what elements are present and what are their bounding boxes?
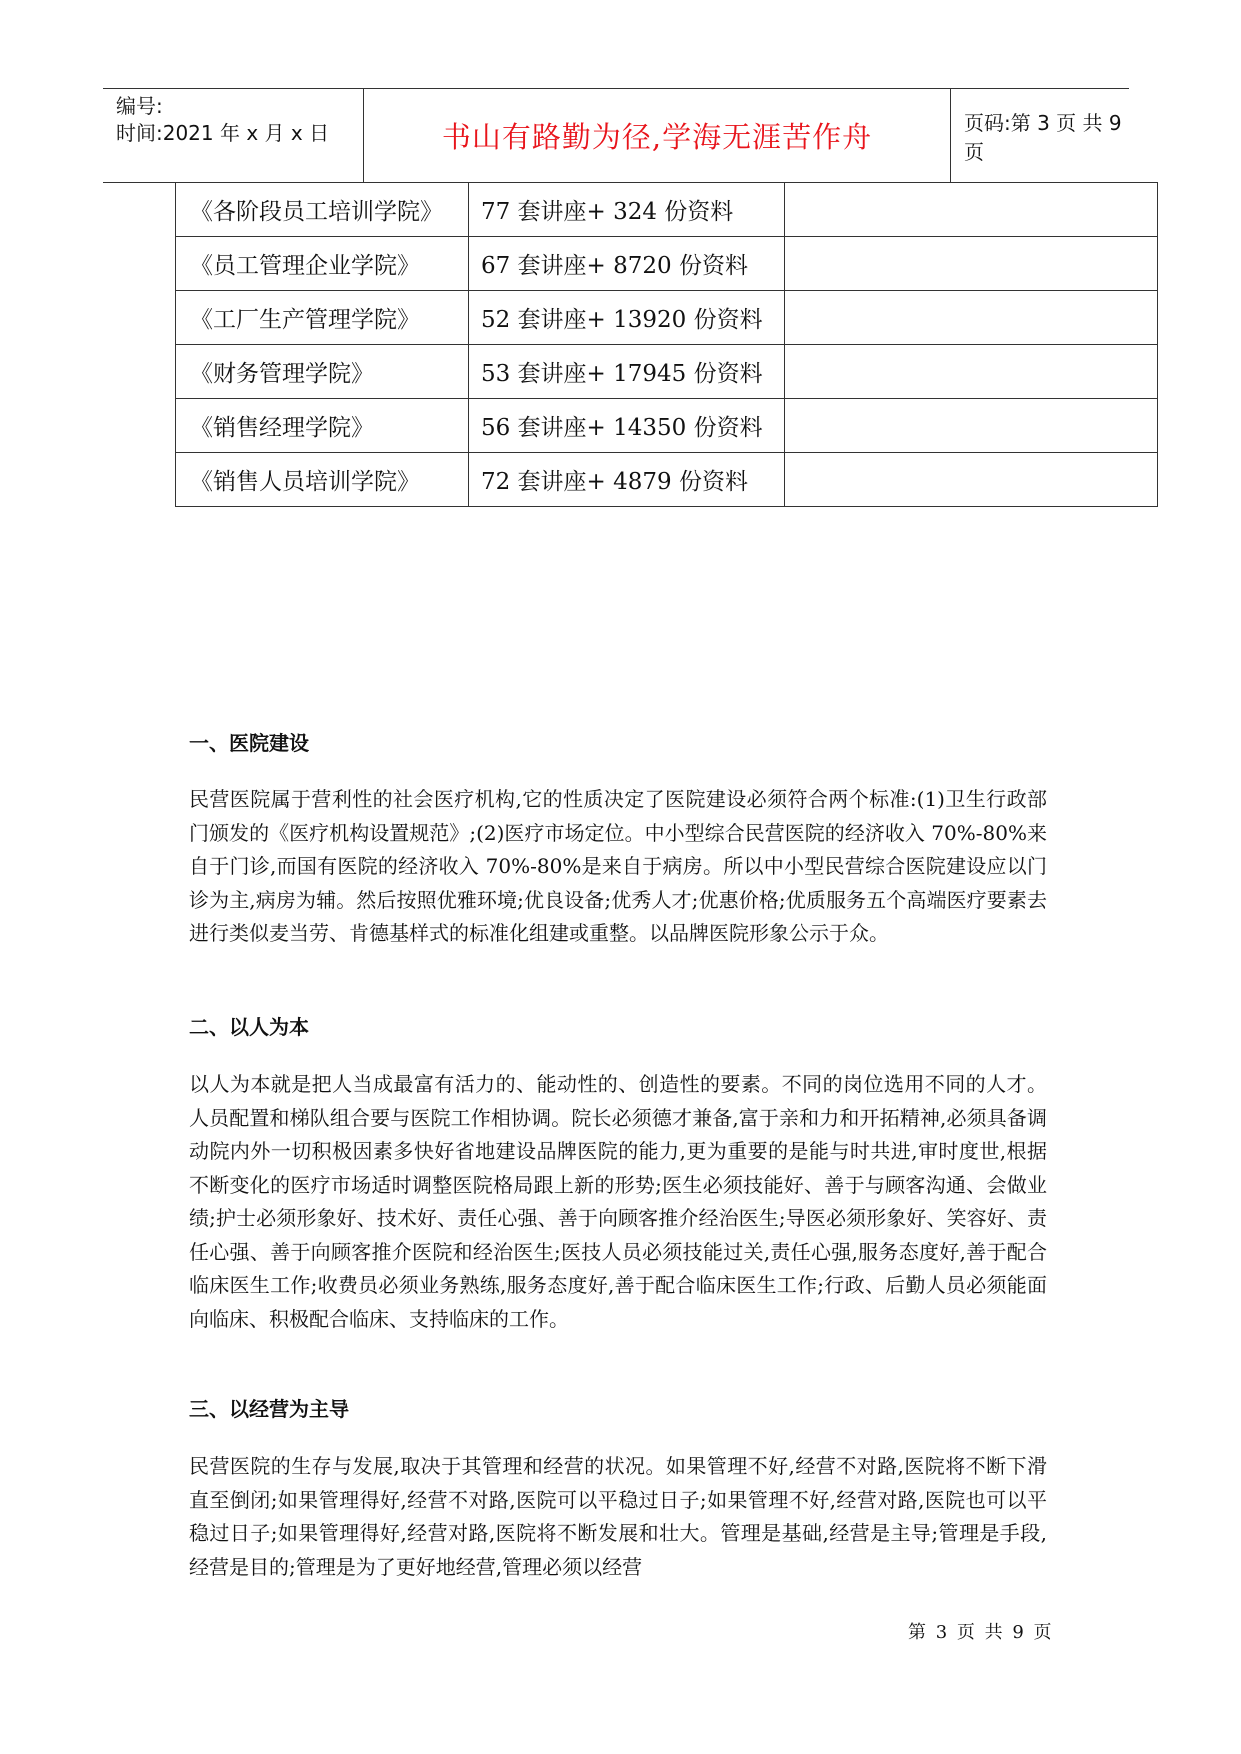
section-heading-people-oriented: 二、以人为本 [189, 1015, 309, 1039]
course-name-cell: 《财务管理学院》 [176, 345, 469, 399]
course-note-cell [784, 183, 1157, 237]
course-note-cell [784, 345, 1157, 399]
document-time-label: 时间:2021 年 x 月 x 日 [116, 121, 330, 145]
course-table [175, 182, 1158, 507]
section-body-business-led: 民营医院的生存与发展,取决于其管理和经营的状况。如果管理不好,经营不对路,医院将不断下滑直至倒闭;如果管理得好,经营不对路,医院可以平稳过日子;如果管理不好,经营对路,医院也可以平稳过日子;如果管理得好,经营对路,医院将不断发展和壮大。管理是基础,经营是主导;管理是手段,经营是目的;管理是为了更好地经营,管理必须以经营 [189, 1454, 1047, 1579]
header-page-indicator: 页码:第 3 页 共 9 页 [964, 110, 1122, 164]
page-header [103, 88, 1129, 183]
course-content-cell: 72 套讲座+ 4879 份资料 [468, 453, 784, 507]
course-content-cell: 52 套讲座+ 13920 份资料 [468, 291, 784, 345]
course-note-cell [784, 237, 1157, 291]
table-row [176, 183, 1158, 237]
page-footer: 第 3 页 共 9 页 [908, 1622, 1054, 1643]
table-row [176, 291, 1158, 345]
course-name-cell: 《员工管理企业学院》 [176, 237, 469, 291]
course-content-cell: 77 套讲座+ 324 份资料 [468, 183, 784, 237]
table-row [176, 237, 1158, 291]
course-content-cell: 67 套讲座+ 8720 份资料 [468, 237, 784, 291]
section-heading-business-led: 三、以经营为主导 [189, 1397, 349, 1421]
table-row [176, 453, 1158, 507]
header-motto: 书山有路勤为径,学海无涯苦作舟 [364, 89, 951, 182]
table-row [176, 345, 1158, 399]
course-name-cell: 《销售经理学院》 [176, 399, 469, 453]
header-meta [103, 89, 364, 182]
course-note-cell [784, 291, 1157, 345]
section-body-people-oriented: 以人为本就是把人当成最富有活力的、能动性的、创造性的要素。不同的岗位选用不同的人才。人员配置和梯队组合要与医院工作相协调。院长必须德才兼备,富于亲和力和开拓精神,必须具备调动院内外一切积极因素多快好省地建设品牌医院的能力,更为重要的是能与时共进,审时度世,根据不断变化的医疗市场适时调整医院格局跟上新的形势;医生必须技能好、善于与顾客沟通、会做业绩;护士必须形象好、技术好、责任心强、善于向顾客推介经治医生;导医必须形象好、笑容好、责任心强、善于向顾客推介医院和经治医生;医技人员必须技能过关,责任心强,服务态度好,善于配合临床医生工作;收费员必须业务熟练,服务态度好,善于配合临床医生工作;行政、后勤人员必须能面向临床、积极配合临床、支持临床的工作。 [189, 1072, 1047, 1331]
section-heading-hospital-construction: 一、医院建设 [189, 731, 309, 755]
document-number-label: 编号: [116, 94, 163, 118]
course-content-cell: 53 套讲座+ 17945 份资料 [468, 345, 784, 399]
course-content-cell: 56 套讲座+ 14350 份资料 [468, 399, 784, 453]
section-body-hospital-construction: 民营医院属于营利性的社会医疗机构,它的性质决定了医院建设必须符合两个标准:(1)卫生行政部门颁发的《医疗机构设置规范》;(2)医疗市场定位。中小型综合民营医院的经济收入 70%-80%来自于门诊,而国有医院的经济收入 70%-80%是来自于病房。所以中小型民营综合医院建设应以门诊为主,病房为辅。然后按照优雅环境;优良设备;优秀人才;优惠价格;优质服务五个高端医疗要素去进行类似麦当劳、肯德基样式的标准化组建或重整。以品牌医院形象公示于众。 [189, 787, 1047, 945]
course-note-cell [784, 453, 1157, 507]
table-row [176, 399, 1158, 453]
course-name-cell: 《工厂生产管理学院》 [176, 291, 469, 345]
course-note-cell [784, 399, 1157, 453]
course-name-cell: 《各阶段员工培训学院》 [176, 183, 469, 237]
course-name-cell: 《销售人员培训学院》 [176, 453, 469, 507]
